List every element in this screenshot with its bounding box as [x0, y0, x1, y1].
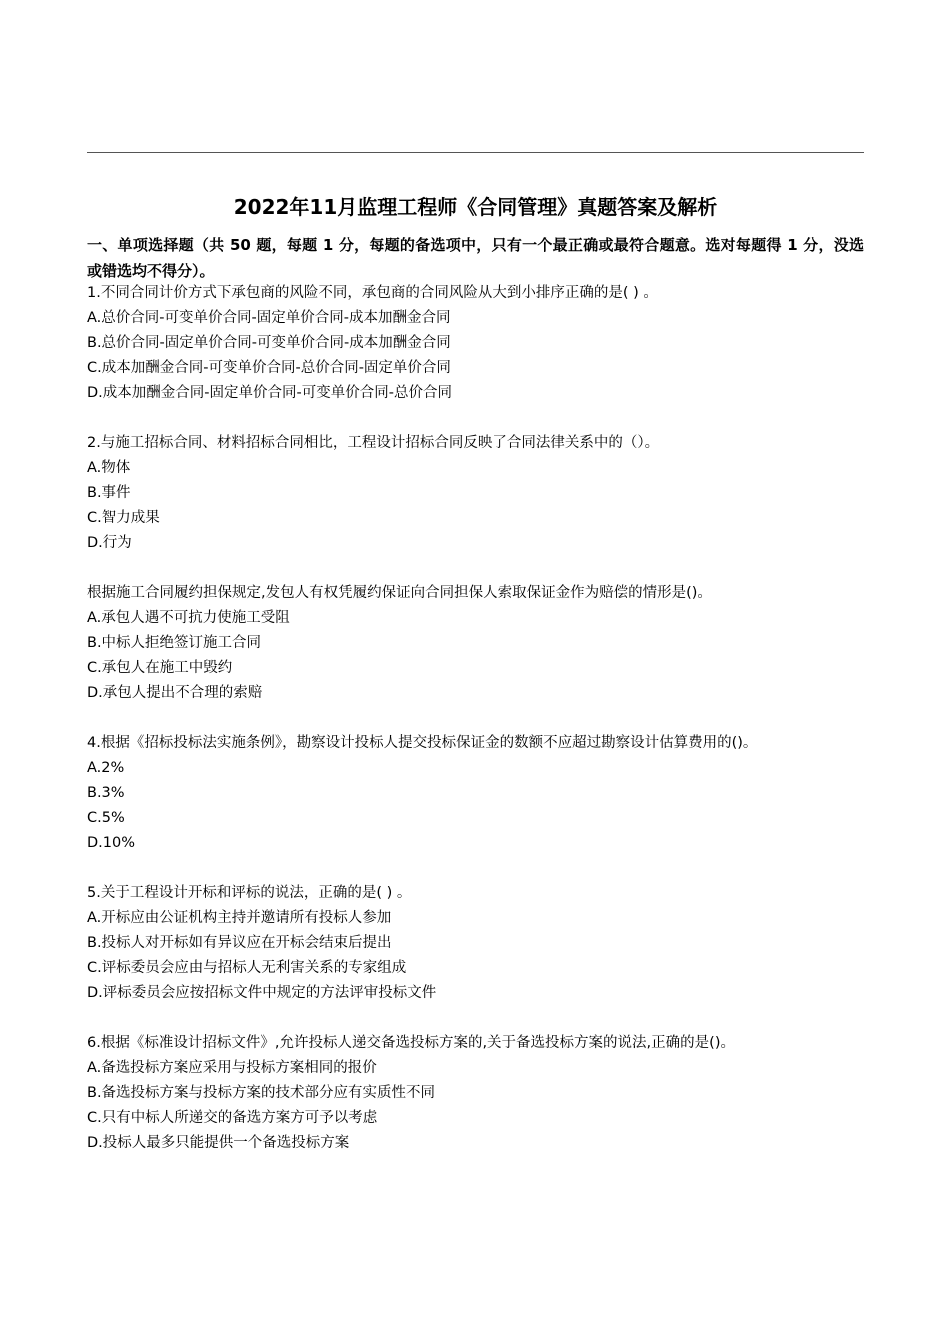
option-c: C.评标委员会应由与招标人无利害关系的专家组成: [87, 960, 407, 976]
option-a: A.总价合同-可变单价合同-固定单价合同-成本加酬金合同: [87, 310, 451, 326]
option-b: B.事件: [87, 485, 131, 501]
option-d: D.承包人提出不合理的索赔: [87, 685, 263, 701]
option-b: B.中标人拒绝签订施工合同: [87, 635, 262, 651]
section-heading: 一、单项选择题（共 50 题，每题 1 分，每题的备选项中，只有一个最正确或最符合题意。选对每题得 1 分，没选或错选均不得分）。: [87, 236, 864, 280]
question-2: [87, 431, 877, 556]
option-c: C.5%: [87, 810, 125, 826]
option-a: A.承包人遇不可抗力使施工受阻: [87, 610, 290, 626]
question-stem: 5.关于工程设计开标和评标的说法，正确的是( ) 。: [87, 885, 412, 901]
option-a: A.备选投标方案应采用与投标方案相同的报价: [87, 1060, 377, 1076]
question-list: [87, 281, 877, 1181]
option-b: B.备选投标方案与投标方案的技术部分应有实质性不同: [87, 1085, 436, 1101]
option-a: A.2%: [87, 760, 125, 776]
option-c: C.只有中标人所递交的备选方案方可予以考虑: [87, 1110, 378, 1126]
option-d: D.行为: [87, 535, 132, 551]
question-6: [87, 1031, 877, 1156]
option-d: D.10%: [87, 835, 136, 851]
option-d: D.评标委员会应按招标文件中规定的方法评审投标文件: [87, 985, 437, 1001]
option-b: B.3%: [87, 785, 125, 801]
option-c: C.承包人在施工中毁约: [87, 660, 233, 676]
option-a: A.开标应由公证机构主持并邀请所有投标人参加: [87, 910, 392, 926]
question-stem: 1.不同合同计价方式下承包商的风险不同，承包商的合同风险从大到小排序正确的是( ) 。: [87, 285, 658, 301]
option-d: D.投标人最多只能提供一个备选投标方案: [87, 1135, 350, 1151]
question-stem: 2.与施工招标合同、材料招标合同相比，工程设计招标合同反映了合同法律关系中的（）。: [87, 435, 660, 451]
question-stem: 6.根据《标准设计招标文件》,允许投标人递交备选投标方案的,关于备选投标方案的说法,正确的是()。: [87, 1035, 735, 1051]
question-3: [87, 581, 877, 706]
option-a: A.物体: [87, 460, 131, 476]
question-1: [87, 281, 877, 406]
question-4: [87, 731, 877, 856]
option-c: C.成本加酬金合同-可变单价合同-总价合同-固定单价合同: [87, 360, 451, 376]
document-title: 2022年11月监理工程师《合同管理》真题答案及解析: [233, 195, 718, 219]
header-rule: [87, 152, 864, 153]
option-b: B.投标人对开标如有异议应在开标会结束后提出: [87, 935, 392, 951]
question-5: [87, 881, 877, 1006]
option-c: C.智力成果: [87, 510, 160, 526]
option-d: D.成本加酬金合同-固定单价合同-可变单价合同-总价合同: [87, 385, 452, 401]
option-b: B.总价合同-固定单价合同-可变单价合同-成本加酬金合同: [87, 335, 451, 351]
question-stem: 根据施工合同履约担保规定,发包人有权凭履约保证向合同担保人索取保证金作为赔偿的情形是()。: [87, 585, 712, 601]
question-stem: 4.根据《招标投标法实施条例》，勘察设计投标人提交投标保证金的数额不应超过勘察设计估算费用的()。: [87, 735, 758, 751]
